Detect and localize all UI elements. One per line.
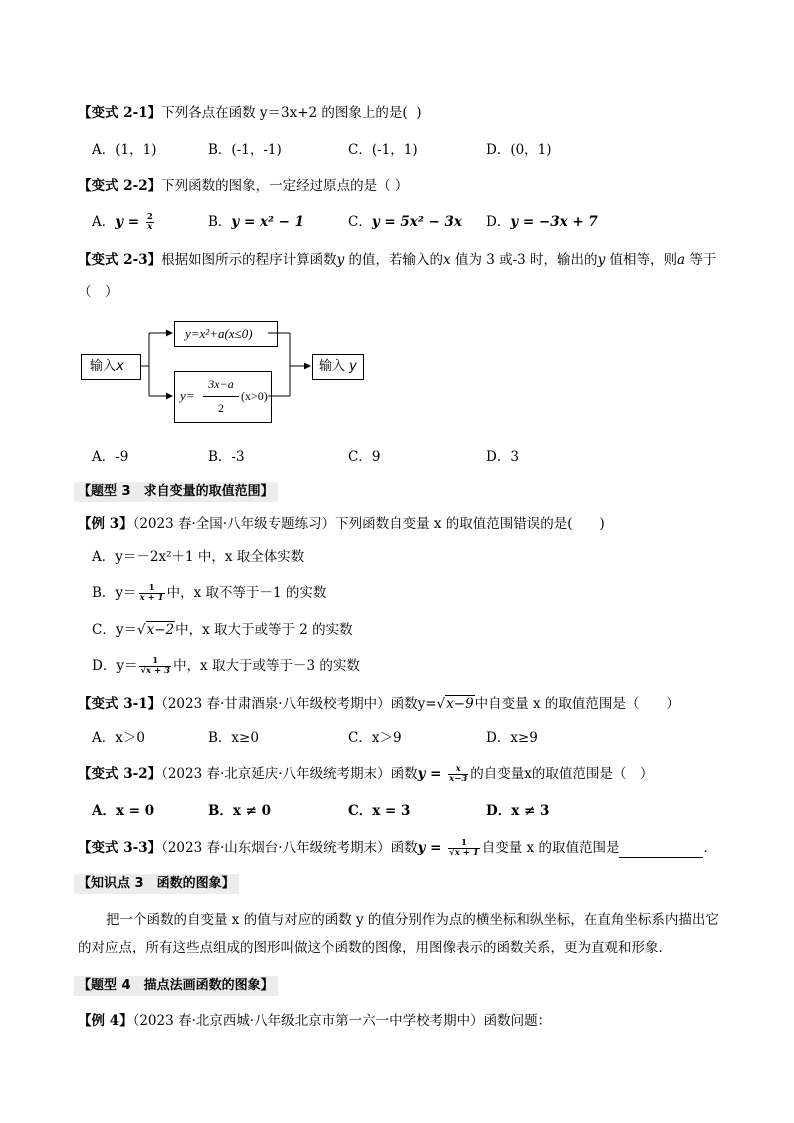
ex3-source: （2023 春·全国·八年级专题练习） [132,516,336,532]
flow-bottom-den: 2 [218,401,224,415]
ex3-option-d-fraction [139,657,171,676]
v22-option-b-math: y = x² − 1 [231,214,305,230]
v22-option-c-label: C． [348,214,372,230]
ex3-option-b-fraction [139,584,165,603]
ex3-option-b-post: 中，x 取不等于－1 的实数 [166,585,327,601]
v32-option-b: B．x ≠ 0 [208,803,272,819]
v23-option-b: B．-3 [208,449,245,465]
ex3-tag: 【例 3】 [78,516,133,532]
ex3-text: 下列函数自变量 x 的取值范围错误的是( ) [335,516,605,532]
v22-option-d-label: D． [486,214,511,230]
section-header-type4: 【题型 4 描点法画函数的图象】 [74,976,278,996]
v23-var-a: a [677,252,686,268]
ex3-option-d-num: 1 [139,657,171,667]
v23-option-a: A．-9 [92,449,129,465]
v21-tag: 【变式 2-1】 [78,105,162,121]
ex3-option-b-den: x + 1 [139,593,164,603]
v33-end: ． [703,840,717,856]
v23-text-1: 根据如图所示的程序计算函数 [161,252,337,268]
v21-option-d: D．(0，1) [486,142,552,158]
ex3-option-c: C．y＝√x−2中，x 取大于或等于 2 的实数 [92,622,353,638]
v32-text-pre: 函数 [390,766,418,782]
ex3-option-a: A．y＝－2x²＋1 中，x 取全体实数 [92,549,305,565]
v23-option-d: D．3 [486,449,519,465]
knowledge3-paragraph: 把一个函数的自变量 x 的值与对应的函数 y 的值分别作为点的横坐标和纵坐标，在直角坐标系内描出它的对应点，所有这些点组成的图形叫做这个函数的图像，用图像表示的函数关系，更为直观和形象． [78,912,719,956]
ex3-option-d-pre: D．y＝ [92,658,138,674]
v23-question-line2: （ ） [78,284,119,300]
ex4-text: 函数问题： [483,1013,552,1029]
flow-bottom-num: 3x−a [208,377,234,391]
ex3-option-b-pre: B．y＝ [92,585,137,601]
v22-option-a-eq: = [123,214,144,230]
v33-source: （2023 春·山东烟台·八年级统考期末） [161,840,391,856]
v23-text-3: 值为 3 或-3 时，输出的 [450,252,598,268]
ex4-source: （2023 春·北京西城·八年级北京市第一六一中学校考期中） [132,1013,484,1029]
v21-text-end: ) [416,105,422,121]
v22-option-a-num: 2 [146,212,153,222]
v23-text-4: 值相等，则 [605,252,677,268]
v22-option-a-den: x [147,222,153,232]
ex3-option-b-num: 1 [139,584,165,594]
v31-radicand: x−9 [446,696,474,712]
v31-tag: 【变式 3-1】 [78,696,162,712]
v32-text-post: 的自变量x的取值范围是（ ） [470,766,654,782]
v23-tag: 【变式 2-3】 [78,252,162,268]
v32-num: x [448,765,468,775]
flow-input-var: x [116,359,124,374]
v33-tag: 【变式 3-3】 [78,840,162,856]
v22-option-a-y: y [115,214,124,230]
v33-num: 1 [448,839,480,849]
v33-fraction [448,839,480,858]
v23-var-y: y [336,252,345,268]
v21-option-c: C．(-1，1) [348,142,418,158]
v32-question [78,765,653,784]
v22-text: 下列函数的图象，一定经过原点的是（ ） [161,178,409,194]
v32-option-c: C．x = 3 [348,803,411,819]
v22-option-c-math: y = 5x² − 3x [371,214,462,230]
v32-option-a: A．x = 0 [92,803,155,819]
ex3-option-d-den: √x + 3 [140,666,171,676]
flow-input-label: 输入 [90,359,117,374]
v31-text-post: 中自变量 x 的取值范围是（ ） [474,696,680,712]
v22-option-d-math: y = −3x + 7 [510,214,598,230]
ex3-option-b [92,584,326,603]
v23-var-x: x [443,252,451,268]
v32-den: x−3 [449,774,468,784]
flow-output-var: y [349,359,357,374]
ex3-option-d [92,657,360,676]
v33-answer-blank[interactable] [619,843,703,858]
ex4-question [78,1012,551,1030]
section-header-knowledge3: 【知识点 3 函数的图象】 [74,874,239,894]
ex3-option-c-pre: C．y＝ [92,622,137,638]
v23-var-y-2: y [597,252,606,268]
v32-y: y = [417,766,447,782]
v21-option-b: B．(-1，-1) [208,142,282,158]
v33-text-pre: 函数 [390,840,418,856]
v22-tag: 【变式 2-2】 [78,178,162,194]
v23-text-5: 等于 [685,252,717,268]
v31-option-b: B．x≥0 [208,730,259,746]
flow-output-label: 输入 [319,359,346,374]
v32-tag: 【变式 3-2】 [78,766,162,782]
v23-option-c: C．9 [348,449,381,465]
v33-y: y = [417,840,447,856]
v22-option-a-label: A． [92,214,116,230]
flow-bottom-cond: (x>0) [241,389,268,403]
v23-text-2: 的值，若输入的 [344,252,444,268]
v31-text-pre: 函数y= [390,696,437,712]
v31-question: 【变式 3-1】（2023 春·甘肃酒泉·八年级校考期中）函数y=√x−9中自变量 x 的取值范围是（ ） [78,696,680,712]
flow-bottom-y: y= [180,388,195,403]
v33-text-post: 自变量 x 的取值范围是 [481,840,620,856]
v32-option-d: D．x ≠ 3 [486,803,550,819]
ex3-option-d-post: 中，x 取大于或等于－3 的实数 [173,658,360,674]
ex4-tag: 【例 4】 [78,1013,133,1029]
v31-option-d: D．x≥9 [486,730,538,746]
v31-option-c: C．x＞9 [348,730,402,746]
v33-den: √x + 1 [449,848,479,858]
v32-fraction [448,765,468,784]
v32-source: （2023 春·北京延庆·八年级统考期末） [161,766,391,782]
v21-option-a: A．(1，1) [92,142,157,158]
flow-top-box: y=x²+a(x≤0) [174,321,278,347]
v33-question [78,839,717,858]
v21-text: 下列各点在函数 y＝3x+2 的图象上的是( [161,105,408,121]
section-header-type3: 【题型 3 求自变量的取值范围】 [74,482,278,502]
ex3-option-c-post: 中，x 取大于或等于 2 的实数 [175,622,353,638]
ex3-question [78,515,605,533]
v31-option-a: A．x＞0 [92,730,145,746]
v22-option-b-label: B． [208,214,232,230]
ex3-option-c-radicand: x−2 [146,622,175,638]
flow-arrows [0,0,794,460]
v31-source: （2023 春·甘肃酒泉·八年级校考期中） [161,696,391,712]
